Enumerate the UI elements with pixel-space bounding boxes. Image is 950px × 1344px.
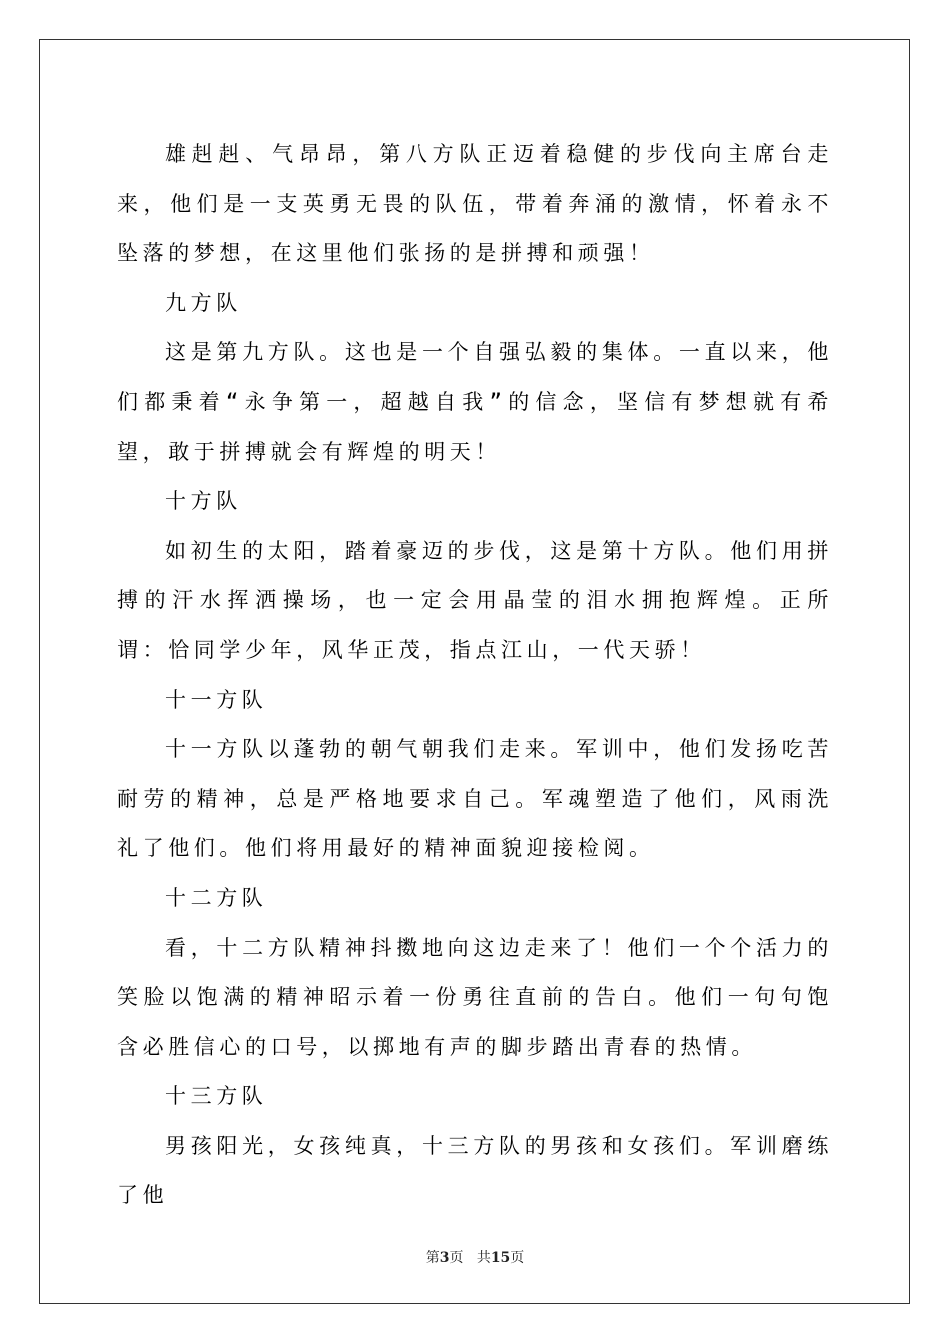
heading-squad-10: 十方队 (165, 489, 242, 514)
heading-squad-13: 十三方队 (165, 1084, 268, 1109)
current-page-number: 3 (439, 1250, 450, 1266)
paragraph-squad-8: 雄赳赳、气昂昂，第八方队正迈着稳健的步伐向主席台走来，他们是一支英勇无畏的队伍，带着奔涌的激情，怀着永不坠落的梦想，在这里他们张扬的是拼搏和顽强！ (117, 142, 833, 266)
heading-squad-9: 九方队 (165, 290, 242, 315)
page-footer (0, 1247, 950, 1267)
paragraph-squad-12: 看，十二方队精神抖擞地向这边走来了！他们一个个活力的笑脸以饱满的精神昭示着一份勇往直前的告白。他们一句句饱含必胜信心的口号，以掷地有声的脚步踏出青春的热情。 (117, 935, 833, 1059)
document-body (117, 130, 833, 1221)
footer-page-suffix: 页 (449, 1250, 464, 1266)
footer-total-suffix: 页 (510, 1250, 525, 1266)
heading-squad-12: 十二方队 (165, 885, 268, 910)
paragraph-squad-13: 男孩阳光，女孩纯真，十三方队的男孩和女孩们。军训磨练了他 (117, 1133, 833, 1208)
paragraph-squad-10: 如初生的太阳，踏着豪迈的步伐，这是第十方队。他们用拼搏的汗水挥洒操场，也一定会用晶莹的泪水拥抱辉煌。正所谓：恰同学少年，风华正茂，指点江山，一代天骄！ (117, 538, 833, 662)
total-page-count: 15 (490, 1250, 511, 1266)
heading-squad-11: 十一方队 (165, 687, 268, 712)
footer-prefix: 第 (425, 1250, 440, 1266)
paragraph-squad-11: 十一方队以蓬勃的朝气朝我们走来。军训中，他们发扬吃苦耐劳的精神，总是严格地要求自己。军魂塑造了他们，风雨洗礼了他们。他们将用最好的精神面貌迎接检阅。 (117, 737, 833, 861)
footer-total-prefix: 共 (476, 1250, 491, 1266)
paragraph-squad-9: 这是第九方队。这也是一个自强弘毅的集体。一直以来，他们都秉着“永争第一，超越自我”的信念，坚信有梦想就有希望，敢于拼搏就会有辉煌的明天！ (117, 340, 833, 464)
